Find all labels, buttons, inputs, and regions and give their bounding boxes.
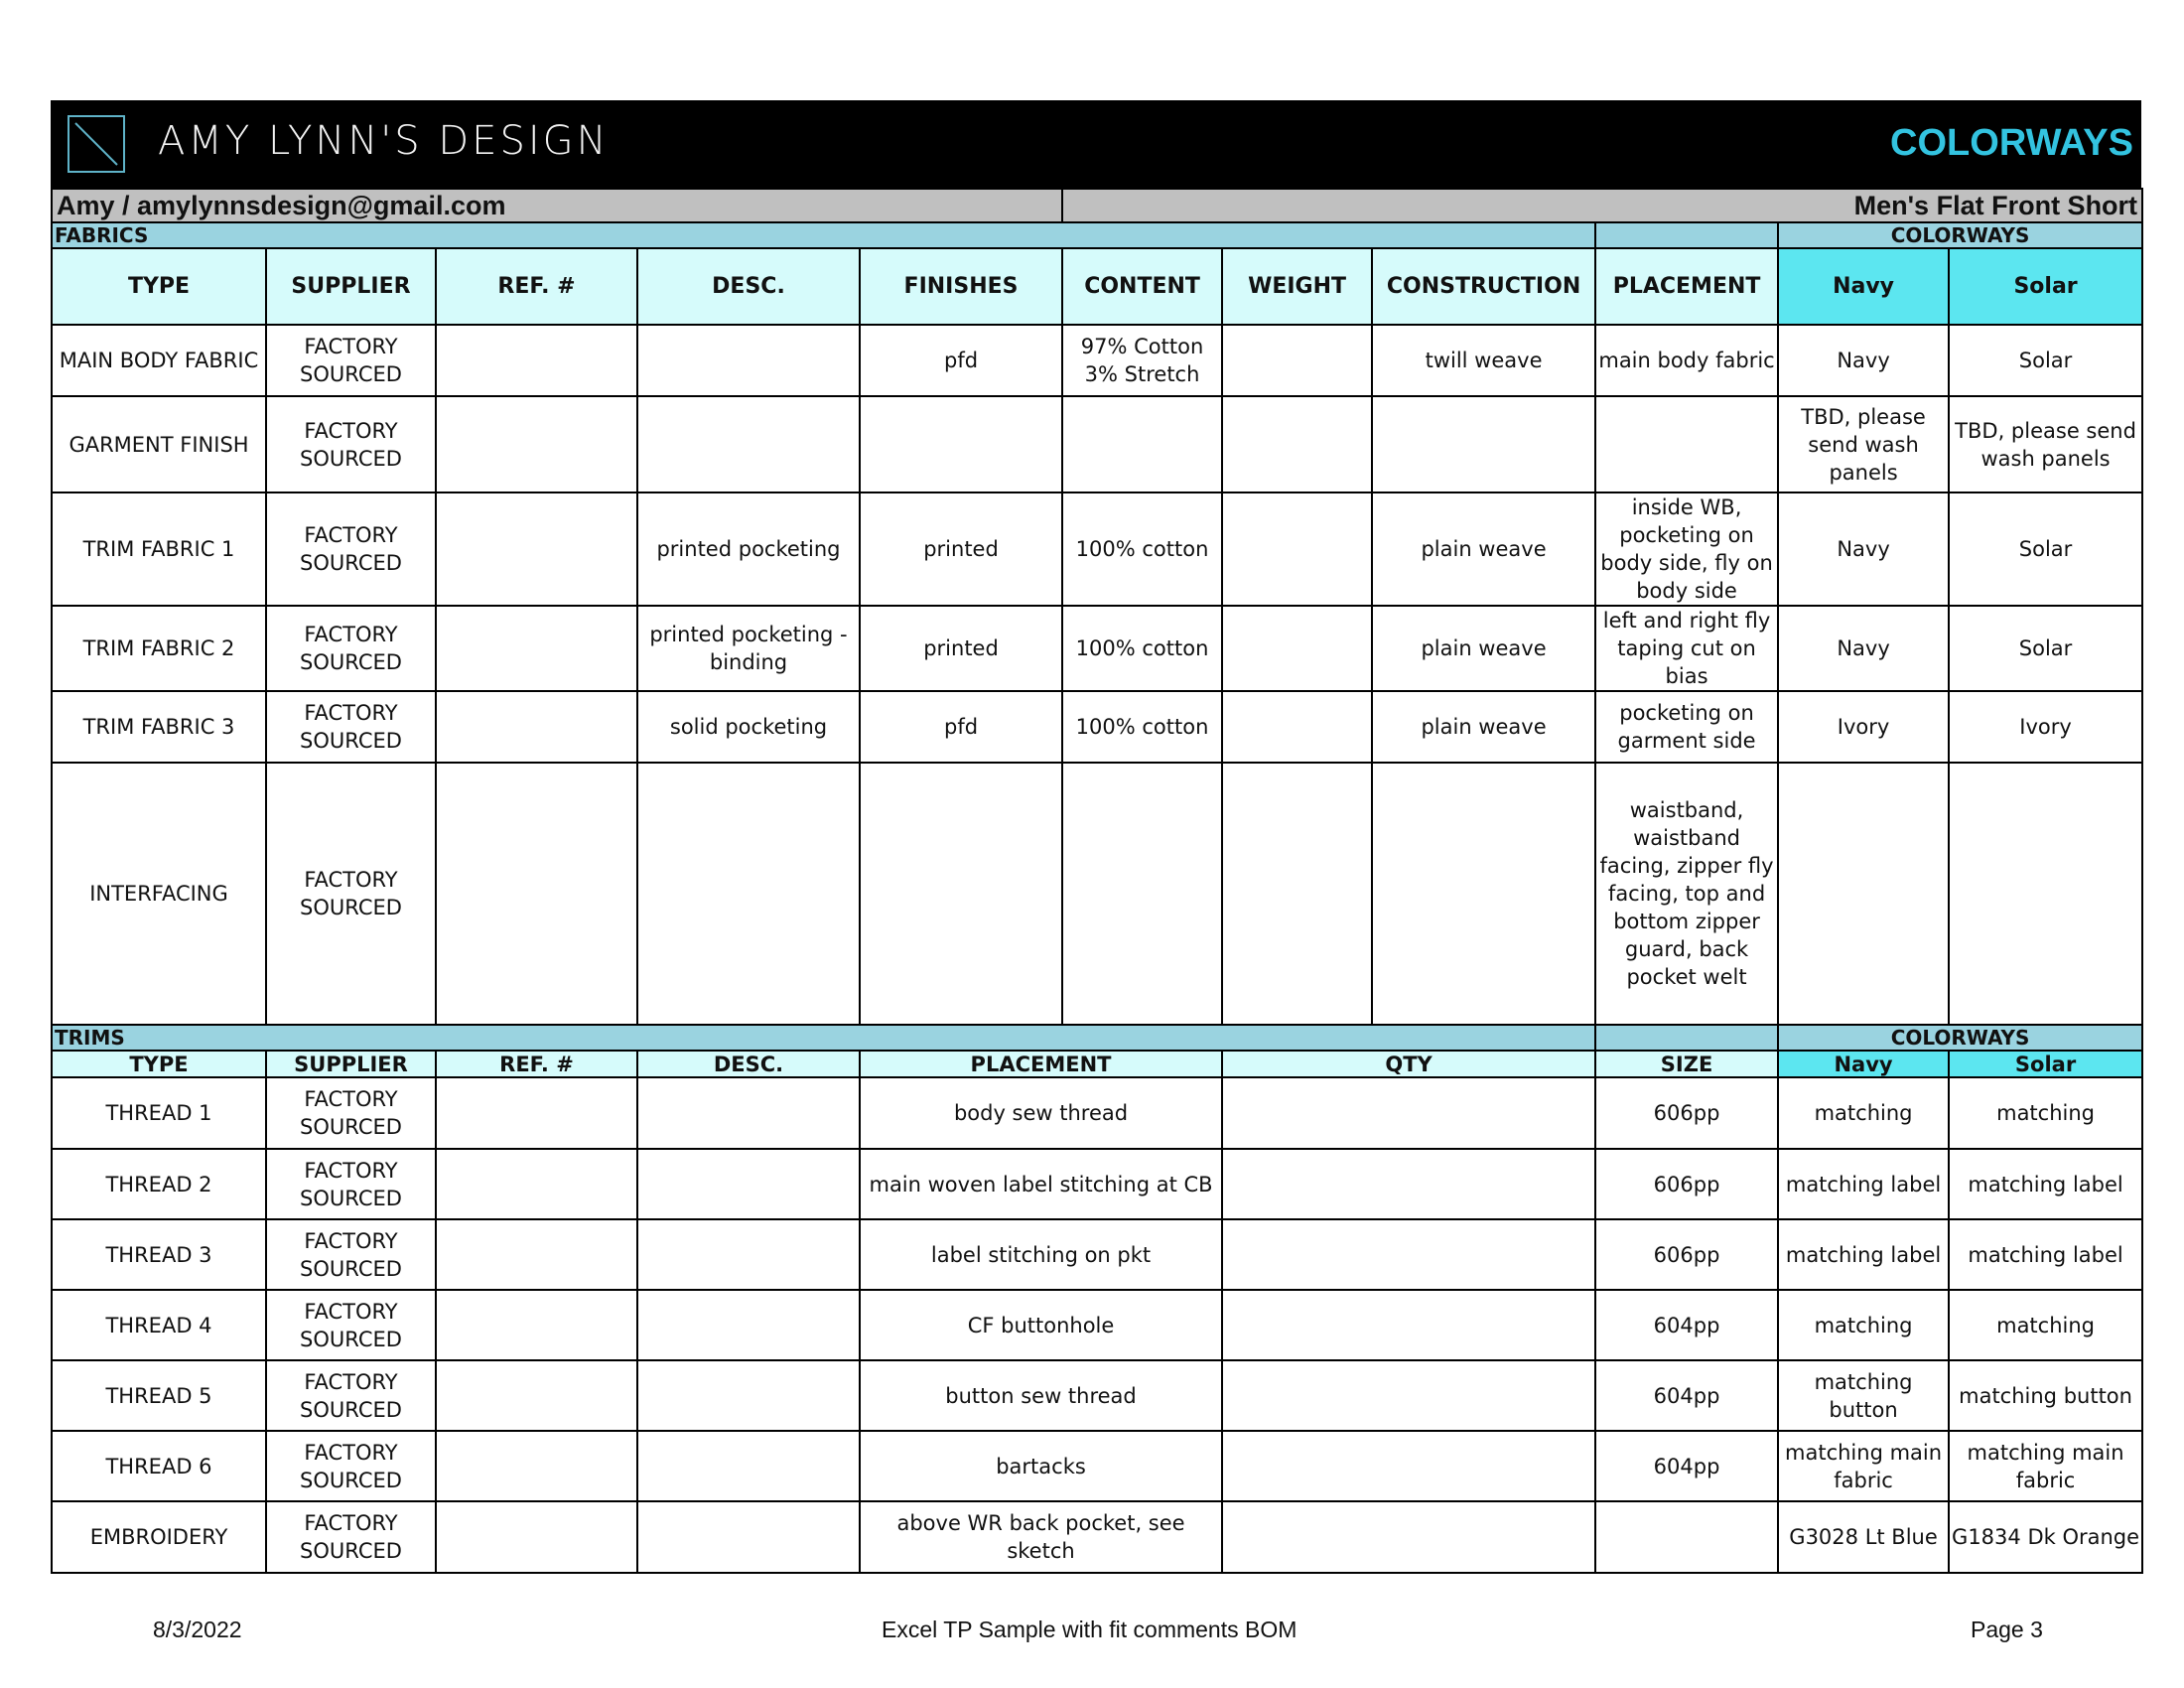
fabric-cell-ref: [436, 606, 637, 691]
fabric-cell-placement: pocketing on garment side: [1595, 691, 1778, 763]
trim-cell-navy: matching: [1778, 1077, 1949, 1149]
fabric-row: [52, 396, 2142, 492]
trim-cell-ref: [436, 1431, 637, 1501]
trims-colorways-label: COLORWAYS: [1778, 1025, 2142, 1051]
trims-col-header: DESC.: [637, 1051, 860, 1077]
trim-cell-navy: matching label: [1778, 1149, 1949, 1219]
trim-cell-ref: [436, 1501, 637, 1573]
fabric-cell-desc: printed pocketing: [637, 492, 860, 606]
fabrics-col-header: TYPE: [52, 248, 266, 325]
fabrics-col-header: REF. #: [436, 248, 637, 325]
trims-col-header: QTY: [1222, 1051, 1595, 1077]
footer-date: 8/3/2022: [153, 1617, 242, 1642]
fabric-cell-finishes: pfd: [860, 325, 1062, 396]
fabric-cell-weight: [1222, 325, 1372, 396]
fabric-cell-supplier: FACTORY SOURCED: [266, 492, 436, 606]
fabric-cell-ref: [436, 492, 637, 606]
fabric-cell-solar: Ivory: [1949, 691, 2142, 763]
fabric-cell-navy: Navy: [1778, 492, 1949, 606]
fabric-cell-finishes: [860, 396, 1062, 492]
trim-cell-placement: button sew thread: [860, 1360, 1222, 1431]
fabric-cell-placement: left and right fly taping cut on bias: [1595, 606, 1778, 691]
trim-cell-type: THREAD 6: [52, 1431, 266, 1501]
trim-cell-desc: [637, 1360, 860, 1431]
trim-cell-qty: [1222, 1149, 1595, 1219]
bom-sheet: [51, 100, 2141, 1574]
fabrics-col-header: CONTENT: [1062, 248, 1222, 325]
fabric-cell-navy: [1778, 763, 1949, 1025]
trim-cell-supplier: FACTORY SOURCED: [266, 1360, 436, 1431]
trim-cell-desc: [637, 1290, 860, 1360]
fabric-cell-supplier: FACTORY SOURCED: [266, 325, 436, 396]
fabric-cell-type: MAIN BODY FABRIC: [52, 325, 266, 396]
fabric-cell-placement: main body fabric: [1595, 325, 1778, 396]
trim-cell-navy: matching: [1778, 1290, 1949, 1360]
trim-row: [52, 1431, 2142, 1501]
trim-cell-desc: [637, 1431, 860, 1501]
trim-cell-solar: matching button: [1949, 1360, 2142, 1431]
fabrics-col-header: FINISHES: [860, 248, 1062, 325]
fabrics-section-label: FABRICS: [52, 222, 1595, 248]
trim-cell-solar: matching: [1949, 1290, 2142, 1360]
style-name-cell: Men's Flat Front Short: [1062, 189, 2142, 222]
fabric-cell-ref: [436, 325, 637, 396]
fabric-cell-navy: Navy: [1778, 325, 1949, 396]
fabric-cell-content: 100% cotton: [1062, 492, 1222, 606]
trim-row: [52, 1501, 2142, 1573]
trim-cell-placement: label stitching on pkt: [860, 1219, 1222, 1290]
trim-cell-solar: G1834 Dk Orange: [1949, 1501, 2142, 1573]
trim-cell-desc: [637, 1501, 860, 1573]
trims-section-row: [52, 1025, 2142, 1051]
trim-cell-supplier: FACTORY SOURCED: [266, 1290, 436, 1360]
trim-cell-size: [1595, 1501, 1778, 1573]
contact-cell: Amy / amylynnsdesign@gmail.com: [52, 189, 1062, 222]
fabric-cell-desc: [637, 763, 860, 1025]
fabric-cell-type: TRIM FABRIC 3: [52, 691, 266, 763]
trim-cell-size: 606pp: [1595, 1149, 1778, 1219]
fabric-cell-ref: [436, 396, 637, 492]
fabrics-header-row: [52, 248, 2142, 325]
fabric-cell-construction: [1372, 396, 1595, 492]
trim-cell-supplier: FACTORY SOURCED: [266, 1431, 436, 1501]
fabrics-col-header: DESC.: [637, 248, 860, 325]
fabric-cell-type: GARMENT FINISH: [52, 396, 266, 492]
trim-cell-qty: [1222, 1501, 1595, 1573]
fabrics-colorway-header-solar: Solar: [1949, 248, 2142, 325]
trim-cell-navy: matching label: [1778, 1219, 1949, 1290]
trim-cell-qty: [1222, 1077, 1595, 1149]
fabric-cell-type: TRIM FABRIC 2: [52, 606, 266, 691]
trim-cell-navy: matching button: [1778, 1360, 1949, 1431]
trim-row: [52, 1290, 2142, 1360]
trim-cell-type: THREAD 3: [52, 1219, 266, 1290]
fabric-cell-solar: Solar: [1949, 325, 2142, 396]
fabric-cell-content: [1062, 396, 1222, 492]
header-banner: [51, 100, 2141, 188]
fabric-cell-supplier: FACTORY SOURCED: [266, 396, 436, 492]
trim-row: [52, 1219, 2142, 1290]
trim-cell-solar: matching label: [1949, 1219, 2142, 1290]
trim-cell-size: 604pp: [1595, 1290, 1778, 1360]
fabrics-col-header: SUPPLIER: [266, 248, 436, 325]
trim-cell-ref: [436, 1077, 637, 1149]
fabric-cell-placement: inside WB, pocketing on body side, fly on body side: [1595, 492, 1778, 606]
trim-cell-ref: [436, 1219, 637, 1290]
fabric-cell-finishes: [860, 763, 1062, 1025]
fabric-cell-supplier: FACTORY SOURCED: [266, 606, 436, 691]
fabric-cell-desc: solid pocketing: [637, 691, 860, 763]
brand-logo-icon: [68, 115, 125, 173]
fabric-cell-supplier: FACTORY SOURCED: [266, 763, 436, 1025]
fabric-cell-navy: Ivory: [1778, 691, 1949, 763]
fabric-cell-construction: [1372, 763, 1595, 1025]
bom-table-body: [52, 189, 2142, 1573]
trims-colorway-header-solar: Solar: [1949, 1051, 2142, 1077]
trim-cell-desc: [637, 1219, 860, 1290]
fabric-cell-content: 100% cotton: [1062, 691, 1222, 763]
fabric-cell-construction: plain weave: [1372, 492, 1595, 606]
fabric-cell-placement: [1595, 396, 1778, 492]
fabric-cell-content: 97% Cotton 3% Stretch: [1062, 325, 1222, 396]
trim-cell-type: EMBROIDERY: [52, 1501, 266, 1573]
trim-cell-supplier: FACTORY SOURCED: [266, 1501, 436, 1573]
trim-cell-ref: [436, 1290, 637, 1360]
fabric-row: [52, 492, 2142, 606]
fabric-row: [52, 606, 2142, 691]
fabric-cell-ref: [436, 691, 637, 763]
fabric-cell-weight: [1222, 691, 1372, 763]
fabric-cell-content: [1062, 763, 1222, 1025]
trim-cell-solar: matching main fabric: [1949, 1431, 2142, 1501]
fabric-cell-ref: [436, 763, 637, 1025]
fabric-cell-solar: [1949, 763, 2142, 1025]
trim-cell-solar: matching: [1949, 1077, 2142, 1149]
footer-page-number: Page 3: [1971, 1617, 2043, 1642]
fabric-row: [52, 763, 2142, 1025]
trim-row: [52, 1077, 2142, 1149]
fabric-cell-desc: [637, 396, 860, 492]
fabric-cell-construction: plain weave: [1372, 606, 1595, 691]
fabric-cell-finishes: printed: [860, 606, 1062, 691]
fabrics-col-header: CONSTRUCTION: [1372, 248, 1595, 325]
section-spacer: [1595, 1025, 1778, 1051]
fabric-cell-construction: twill weave: [1372, 325, 1595, 396]
trim-cell-supplier: FACTORY SOURCED: [266, 1219, 436, 1290]
fabric-cell-finishes: printed: [860, 492, 1062, 606]
section-spacer: [1595, 222, 1778, 248]
trims-header-row: [52, 1051, 2142, 1077]
fabric-cell-supplier: FACTORY SOURCED: [266, 691, 436, 763]
trim-cell-qty: [1222, 1219, 1595, 1290]
footer-document-name: Excel TP Sample with fit comments BOM: [882, 1617, 1297, 1642]
trim-cell-size: 606pp: [1595, 1077, 1778, 1149]
trim-cell-placement: above WR back pocket, see sketch: [860, 1501, 1222, 1573]
fabric-cell-navy: Navy: [1778, 606, 1949, 691]
trim-cell-desc: [637, 1149, 860, 1219]
trim-cell-qty: [1222, 1290, 1595, 1360]
trim-cell-placement: body sew thread: [860, 1077, 1222, 1149]
trim-cell-supplier: FACTORY SOURCED: [266, 1149, 436, 1219]
fabric-cell-solar: Solar: [1949, 606, 2142, 691]
trims-col-header: SIZE: [1595, 1051, 1778, 1077]
bom-table: [51, 188, 2143, 1574]
fabric-cell-type: INTERFACING: [52, 763, 266, 1025]
fabric-cell-weight: [1222, 396, 1372, 492]
trim-cell-ref: [436, 1360, 637, 1431]
fabrics-col-header: PLACEMENT: [1595, 248, 1778, 325]
trim-cell-qty: [1222, 1431, 1595, 1501]
fabrics-colorways-label: COLORWAYS: [1778, 222, 2142, 248]
trims-col-header: PLACEMENT: [860, 1051, 1222, 1077]
trim-cell-type: THREAD 5: [52, 1360, 266, 1431]
trim-cell-navy: G3028 Lt Blue: [1778, 1501, 1949, 1573]
fabrics-section-row: [52, 222, 2142, 248]
fabrics-colorway-header-navy: Navy: [1778, 248, 1949, 325]
trims-section-label: TRIMS: [52, 1025, 1595, 1051]
trim-cell-type: THREAD 4: [52, 1290, 266, 1360]
trim-cell-size: 604pp: [1595, 1360, 1778, 1431]
fabric-cell-placement: waistband, waistband facing, zipper fly facing, top and bottom zipper guard, back pocket welt: [1595, 763, 1778, 1025]
trim-cell-supplier: FACTORY SOURCED: [266, 1077, 436, 1149]
fabrics-col-header: WEIGHT: [1222, 248, 1372, 325]
fabric-row: [52, 691, 2142, 763]
info-row: [52, 189, 2142, 222]
fabric-cell-weight: [1222, 492, 1372, 606]
trim-cell-size: 604pp: [1595, 1431, 1778, 1501]
trims-col-header: REF. #: [436, 1051, 637, 1077]
fabric-cell-desc: [637, 325, 860, 396]
trim-cell-type: THREAD 1: [52, 1077, 266, 1149]
page-title: COLORWAYS: [1890, 122, 2133, 164]
trim-cell-ref: [436, 1149, 637, 1219]
fabric-cell-solar: Solar: [1949, 492, 2142, 606]
trims-col-header: SUPPLIER: [266, 1051, 436, 1077]
fabric-cell-solar: TBD, please send wash panels: [1949, 396, 2142, 492]
fabric-cell-finishes: pfd: [860, 691, 1062, 763]
trim-cell-size: 606pp: [1595, 1219, 1778, 1290]
fabric-cell-construction: plain weave: [1372, 691, 1595, 763]
trim-cell-placement: main woven label stitching at CB: [860, 1149, 1222, 1219]
trim-cell-desc: [637, 1077, 860, 1149]
fabric-cell-desc: printed pocketing - binding: [637, 606, 860, 691]
fabric-cell-weight: [1222, 606, 1372, 691]
trim-row: [52, 1149, 2142, 1219]
brand-name: AMY LYNN'S DESIGN: [158, 118, 610, 164]
trims-col-header: TYPE: [52, 1051, 266, 1077]
fabric-cell-content: 100% cotton: [1062, 606, 1222, 691]
trim-row: [52, 1360, 2142, 1431]
fabric-cell-navy: TBD, please send wash panels: [1778, 396, 1949, 492]
trim-cell-placement: bartacks: [860, 1431, 1222, 1501]
fabric-row: [52, 325, 2142, 396]
trim-cell-type: THREAD 2: [52, 1149, 266, 1219]
fabric-cell-type: TRIM FABRIC 1: [52, 492, 266, 606]
fabric-cell-weight: [1222, 763, 1372, 1025]
trims-colorway-header-navy: Navy: [1778, 1051, 1949, 1077]
trim-cell-qty: [1222, 1360, 1595, 1431]
trim-cell-solar: matching label: [1949, 1149, 2142, 1219]
trim-cell-placement: CF buttonhole: [860, 1290, 1222, 1360]
trim-cell-navy: matching main fabric: [1778, 1431, 1949, 1501]
